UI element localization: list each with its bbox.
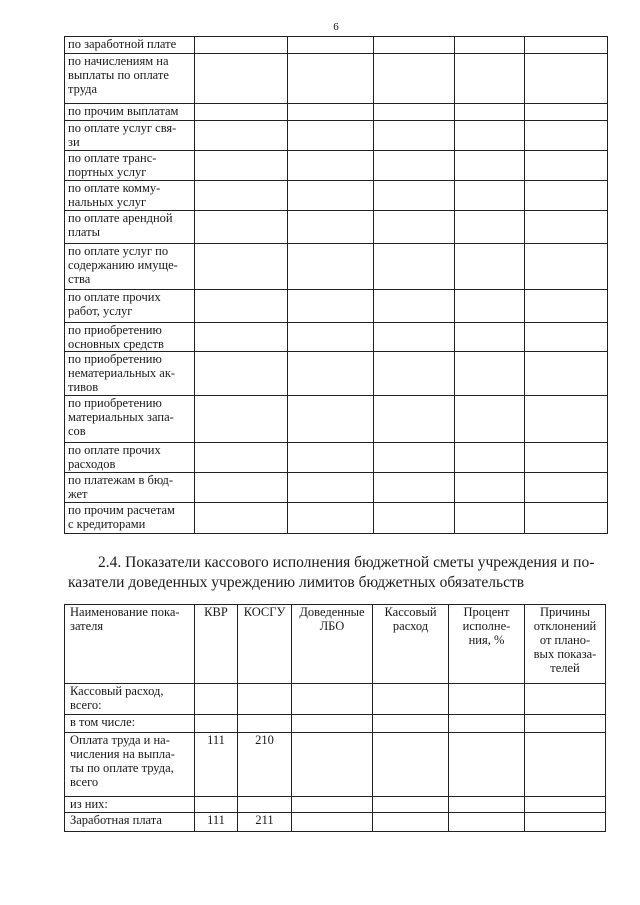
empty-cell — [195, 290, 288, 323]
empty-cell — [455, 503, 525, 534]
empty-cell — [288, 211, 374, 244]
empty-cell — [195, 151, 288, 181]
empty-cell — [374, 473, 455, 503]
indicator-name-cell: Кассовый расход, всего: — [65, 684, 195, 715]
empty-cell — [288, 151, 374, 181]
empty-cell — [195, 181, 288, 211]
table-row — [65, 211, 608, 244]
kvr-cell — [195, 684, 238, 715]
row-label: по прочим выплатам — [65, 104, 195, 121]
kvr-cell — [195, 797, 238, 813]
empty-cell — [525, 151, 608, 181]
empty-cell — [374, 121, 455, 151]
empty-cell — [455, 443, 525, 473]
row-label: по оплате прочих работ, услуг — [65, 290, 195, 323]
indicator-name-cell: Оплата труда и на- числения на выпла- ты по оплате труда, всего — [65, 733, 195, 797]
table-row — [65, 503, 608, 534]
empty-cell — [288, 503, 374, 534]
table-row — [65, 352, 608, 396]
empty-cell — [455, 396, 525, 443]
kvr-cell: 111 — [195, 733, 238, 797]
empty-cell — [374, 104, 455, 121]
empty-cell — [292, 813, 373, 832]
empty-cell — [374, 181, 455, 211]
empty-cell — [195, 37, 288, 54]
empty-cell — [525, 396, 608, 443]
empty-cell — [525, 473, 608, 503]
empty-cell — [195, 473, 288, 503]
empty-cell — [455, 211, 525, 244]
table-row — [65, 37, 608, 54]
table-row — [65, 54, 608, 104]
kvr-cell — [195, 715, 238, 733]
empty-cell — [525, 684, 606, 715]
header-execution-percent: Процент исполне- ния, % — [449, 605, 525, 684]
row-label: по оплате арендной платы — [65, 211, 195, 244]
empty-cell — [525, 503, 608, 534]
kosgu-cell — [238, 684, 292, 715]
empty-cell — [525, 813, 606, 832]
empty-cell — [449, 684, 525, 715]
empty-cell — [525, 352, 608, 396]
row-label: по оплате прочих расходов — [65, 443, 195, 473]
empty-cell — [374, 54, 455, 104]
empty-cell — [374, 352, 455, 396]
empty-cell — [455, 352, 525, 396]
row-label: по приобретению нематериальных ак- тивов — [65, 352, 195, 396]
row-label: по приобретению основных средств — [65, 323, 195, 352]
header-indicator-name: Наименование пока- зателя — [65, 605, 195, 684]
table-row — [65, 473, 608, 503]
empty-cell — [525, 323, 608, 352]
empty-cell — [455, 121, 525, 151]
empty-cell — [525, 290, 608, 323]
empty-cell — [292, 733, 373, 797]
empty-cell — [525, 797, 606, 813]
empty-cell — [525, 104, 608, 121]
table-row — [65, 715, 606, 733]
empty-cell — [195, 54, 288, 104]
empty-cell — [525, 211, 608, 244]
table-header-row — [65, 605, 606, 684]
kvr-cell: 111 — [195, 813, 238, 832]
row-label: по оплате услуг по содержанию имуще- ства — [65, 244, 195, 290]
empty-cell — [455, 473, 525, 503]
empty-cell — [449, 797, 525, 813]
header-cash-expense: Кассовый расход — [373, 605, 449, 684]
empty-cell — [525, 181, 608, 211]
empty-cell — [288, 396, 374, 443]
empty-cell — [288, 54, 374, 104]
empty-cell — [373, 715, 449, 733]
budget-execution-table — [64, 604, 606, 832]
row-label: по начислениям на выплаты по оплате труда — [65, 54, 195, 104]
empty-cell — [525, 54, 608, 104]
empty-cell — [374, 290, 455, 323]
empty-cell — [195, 443, 288, 473]
empty-cell — [449, 733, 525, 797]
table-row — [65, 797, 606, 813]
empty-cell — [195, 396, 288, 443]
empty-cell — [288, 181, 374, 211]
empty-cell — [373, 733, 449, 797]
table-row — [65, 151, 608, 181]
empty-cell — [455, 37, 525, 54]
section-heading: 2.4. Показатели кассового исполнения бюджетной сметы учреждения и по- казатели доведенных учреждению лимитов бюджетных обязательств — [68, 554, 595, 591]
header-kvr: КВР — [195, 605, 238, 684]
empty-cell — [195, 211, 288, 244]
empty-cell — [525, 244, 608, 290]
empty-cell — [374, 37, 455, 54]
empty-cell — [292, 715, 373, 733]
table-row — [65, 244, 608, 290]
empty-cell — [455, 181, 525, 211]
row-label: по оплате транс- портных услуг — [65, 151, 195, 181]
row-label: по платежам в бюд- жет — [65, 473, 195, 503]
empty-cell — [292, 684, 373, 715]
empty-cell — [373, 797, 449, 813]
kosgu-cell: 211 — [238, 813, 292, 832]
empty-cell — [374, 443, 455, 473]
row-label: по заработной плате — [65, 37, 195, 54]
empty-cell — [455, 323, 525, 352]
indicator-name-cell: Заработная плата — [65, 813, 195, 832]
table-row — [65, 396, 608, 443]
empty-cell — [288, 323, 374, 352]
row-label: по приобретению материальных запа- сов — [65, 396, 195, 443]
empty-cell — [449, 715, 525, 733]
page-number: 6 — [333, 21, 339, 33]
empty-cell — [374, 503, 455, 534]
table-row — [65, 104, 608, 121]
empty-cell — [195, 352, 288, 396]
limits-table — [64, 36, 608, 534]
table-row — [65, 443, 608, 473]
table-row — [65, 290, 608, 323]
indicator-name-cell: в том числе: — [65, 715, 195, 733]
kosgu-cell — [238, 715, 292, 733]
empty-cell — [373, 813, 449, 832]
empty-cell — [288, 443, 374, 473]
empty-cell — [455, 54, 525, 104]
empty-cell — [292, 797, 373, 813]
empty-cell — [525, 733, 606, 797]
kosgu-cell — [238, 797, 292, 813]
empty-cell — [525, 443, 608, 473]
empty-cell — [525, 715, 606, 733]
table-row — [65, 684, 606, 715]
empty-cell — [455, 104, 525, 121]
empty-cell — [288, 244, 374, 290]
empty-cell — [195, 503, 288, 534]
empty-cell — [374, 244, 455, 290]
empty-cell — [373, 684, 449, 715]
empty-cell — [288, 473, 374, 503]
empty-cell — [374, 396, 455, 443]
empty-cell — [288, 37, 374, 54]
kosgu-cell: 210 — [238, 733, 292, 797]
empty-cell — [525, 37, 608, 54]
empty-cell — [195, 323, 288, 352]
empty-cell — [288, 352, 374, 396]
row-label: по оплате комму- нальных услуг — [65, 181, 195, 211]
empty-cell — [374, 151, 455, 181]
table-row — [65, 813, 606, 832]
table-row — [65, 323, 608, 352]
header-kosgu: КОСГУ — [238, 605, 292, 684]
table-row — [65, 733, 606, 797]
row-label: по прочим расчетам с кредиторами — [65, 503, 195, 534]
header-deviation-reasons: Причины отклонений от плано- вых показа- телей — [525, 605, 606, 684]
empty-cell — [288, 290, 374, 323]
empty-cell — [455, 290, 525, 323]
table-row — [65, 181, 608, 211]
empty-cell — [455, 151, 525, 181]
empty-cell — [195, 104, 288, 121]
empty-cell — [449, 813, 525, 832]
table-row — [65, 121, 608, 151]
empty-cell — [455, 244, 525, 290]
empty-cell — [195, 121, 288, 151]
empty-cell — [374, 323, 455, 352]
empty-cell — [374, 211, 455, 244]
empty-cell — [525, 121, 608, 151]
empty-cell — [195, 244, 288, 290]
header-lbo: Доведенные ЛБО — [292, 605, 373, 684]
empty-cell — [288, 104, 374, 121]
row-label: по оплате услуг свя- зи — [65, 121, 195, 151]
indicator-name-cell: из них: — [65, 797, 195, 813]
empty-cell — [288, 121, 374, 151]
